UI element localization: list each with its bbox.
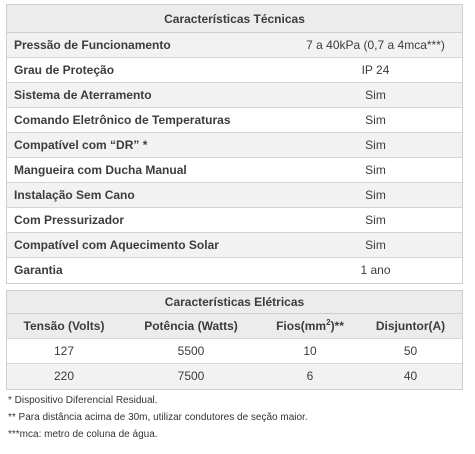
row-label: Sistema de Aterramento <box>14 88 152 102</box>
row-value: 1 ano <box>360 263 391 277</box>
row-value: Sim <box>365 188 386 202</box>
table-row <box>7 233 462 258</box>
table-row <box>7 158 462 183</box>
row-value: Sim <box>365 163 386 177</box>
table-header-row <box>7 314 462 339</box>
row-value: Sim <box>365 88 386 102</box>
row-label: Com Pressurizador <box>14 213 125 227</box>
row-value: Sim <box>365 138 386 152</box>
header-potencia: Potência (Watts) <box>144 319 238 333</box>
cell-tensao: 220 <box>53 369 75 383</box>
table-row <box>7 108 462 133</box>
header-fios: $Fios(mm^2)**$ <box>276 318 344 333</box>
table-row <box>7 83 462 108</box>
cell-disjuntor: 50 <box>403 344 418 358</box>
footnotes <box>8 392 308 443</box>
cell-fios: 10 <box>303 344 317 358</box>
cell-disjuntor: 40 <box>403 369 418 383</box>
row-label: Garantia <box>14 263 63 277</box>
cell-potencia: 7500 <box>177 369 205 383</box>
table-row <box>7 183 462 208</box>
footnote-dr: * Dispositivo Diferencial Residual. <box>8 395 158 406</box>
footnote-distance: ** Para distância acima de 30m, utilizar condutores de seção maior. <box>8 412 308 423</box>
cell-potencia: 5500 <box>177 344 205 358</box>
row-value: IP 24 <box>361 63 390 77</box>
row-label: Comando Eletrônico de Temperaturas <box>14 113 231 127</box>
table-row <box>7 339 462 364</box>
row-value: Sim <box>365 213 386 227</box>
table-row <box>7 364 462 389</box>
table-row <box>7 258 462 283</box>
table-row <box>7 133 462 158</box>
cell-tensao: 127 <box>53 344 75 358</box>
table-row <box>7 208 462 233</box>
row-value: Sim <box>365 113 386 127</box>
cell-fios: 6 <box>306 369 314 383</box>
table-row <box>7 33 462 58</box>
technical-specs-table <box>6 4 463 284</box>
footnote-mca: ***mca: metro de coluna de água. <box>8 429 158 440</box>
row-value: Sim <box>365 238 386 252</box>
row-value: 7 a 40kPa (0,7 a 4mca***) <box>306 38 445 52</box>
electrical-specs-title: Características Elétricas <box>7 291 462 314</box>
row-label: Mangueira com Ducha Manual <box>14 163 187 177</box>
row-label: Compatível com “DR” * <box>14 138 148 152</box>
header-disjuntor: Disjuntor(A) <box>375 319 446 333</box>
row-label: Grau de Proteção <box>14 63 115 77</box>
technical-specs-title: Características Técnicas <box>7 5 462 33</box>
row-label: Compatível com Aquecimento Solar <box>14 238 219 252</box>
electrical-specs-table <box>6 290 463 390</box>
row-label: Instalação Sem Cano <box>14 188 135 202</box>
table-row <box>7 58 462 83</box>
row-label: Pressão de Funcionamento <box>14 38 171 52</box>
header-tensao: Tensão (Volts) <box>23 319 105 333</box>
